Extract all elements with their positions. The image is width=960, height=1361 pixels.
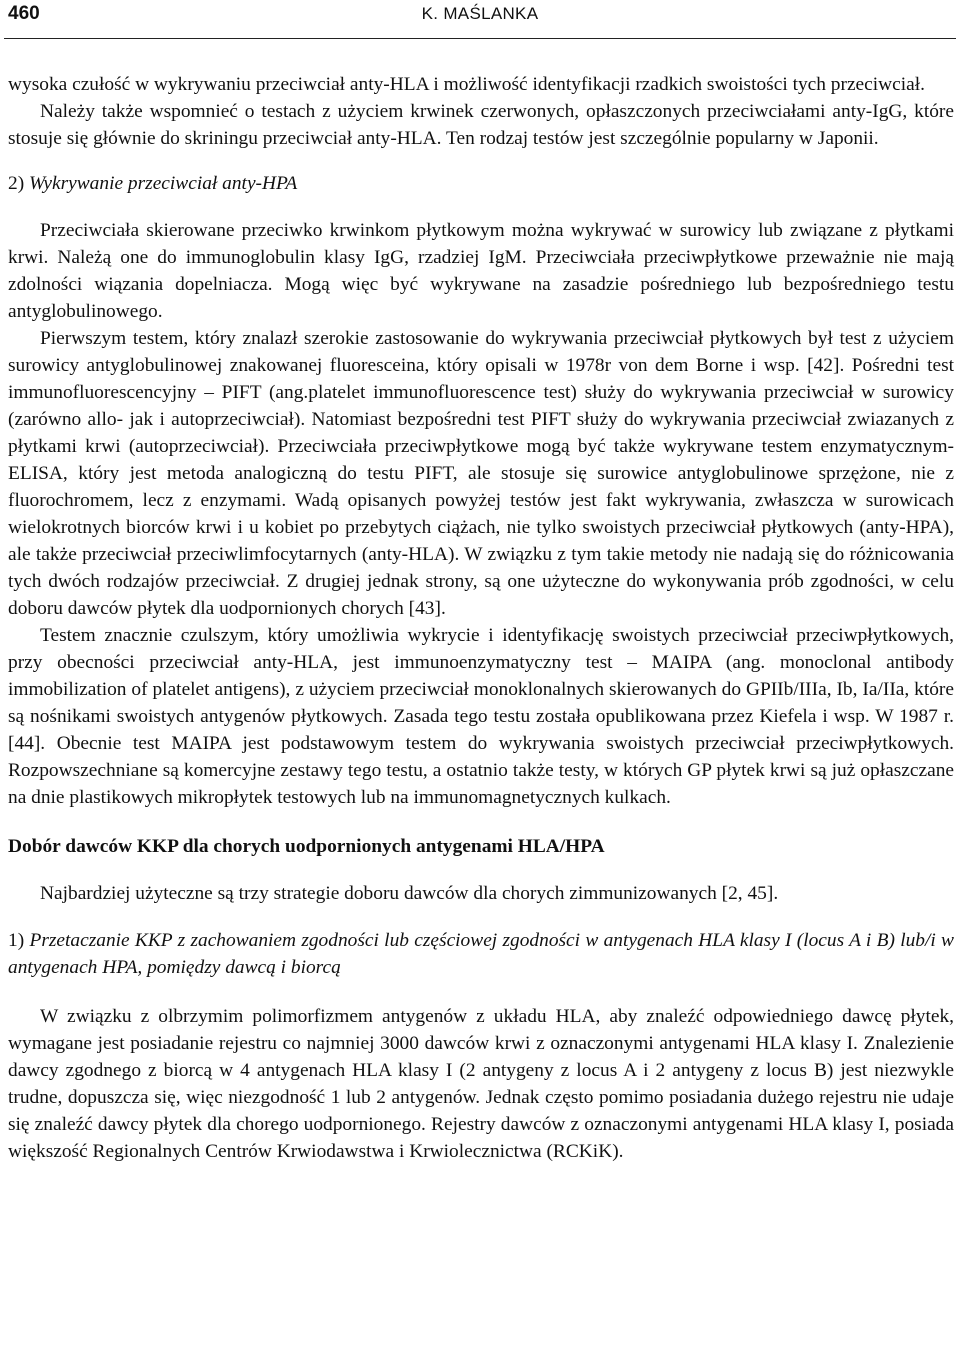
paragraph-hla-registry: W związku z olbrzymim polimorfizmem antygenów z układu HLA, aby znaleźć odpowiedniego dawcę płytek, wymagane jest posiadanie rejestru co najmniej 3000 dawców krwi z oznaczonymi antygenami HLA klasy I. Znalezienie dawcy zgodnego z biorcą w 4 antygenach HLA klasy I (2 antygeny z locus A i 2 antygeny z locus B) jest niezwykle trudne, dopuszcza się, więc niezgodność 1 lub 2 antygenów. Jednak często pomimo posiadania dużego rejestru nie udaje się znaleźć dawcy płytek dla chorego uodpornionego. Rejestry dawców z oznaczonymi antygenami HLA klasy I, posiada większość Regionalnych Centrów Krwiodawstwa i Krwiolecznictwa (RCKiK).	[8, 1006, 954, 1162]
paragraph-rbc-tests: Należy także wspomnieć o testach z użyciem krwinek czerwonych, opłaszczonych przeciwciałami anty-IgG, które stosuje się głównie do skriningu przeciwciał anty-HLA. Ten rodzaj testów jest szczególnie popularny w Japonii.	[8, 101, 954, 149]
list-item-text: Przetaczanie KKP z zachowaniem zgodności lub częściowej zgodności w antygenach HLA klasy I (locus A i B) lub/i w antygenach HPA, pomiędzy dawcą i biorcą	[8, 930, 954, 978]
header-divider	[4, 38, 956, 39]
subheading-number: 2)	[8, 173, 30, 194]
running-title: K. MAŚLANKA	[421, 4, 539, 23]
paragraph-maipa: Testem znacznie czulszym, który umożliwia wykrycie i identyfikację swoistych przeciwciał przeciwpłytkowych, przy obecności przeciwciał anty-HLA, jest immunoenzymatyczny test – MAIPA (ang. monoclonal antibody immobilization of platelet antigens), z użyciem przeciwciał monoklonalnych skierowanych do GPIIb/IIIa, Ib, Ia/IIa, które są nośnikami swoistych antygenów płytkowych. Zasada tego testu została opublikowana przez Kiefela i wsp. W 1987 r. [44]. Obecnie test MAIPA jest podstawowym testem do wykrywania swoistych przeciwciał przeciwpłytkowych. Rozpowszechniane są komercyjne zestawy tego testu, a ostatnio także testy, w których GP płytek krwi są już opłaszczane na dnie plastikowych mikropłytek testowych lub na immunomagnetycznych kulkach.	[8, 625, 954, 808]
running-header	[0, 0, 960, 31]
page-number: 460	[8, 3, 40, 24]
subheading-text: Wykrywanie przeciwciał anty-HPA	[29, 173, 298, 194]
subheading-hpa-detection	[8, 170, 954, 197]
section-heading: Dobór dawców KKP dla chorych uodpornionych antygenami HLA/HPA	[8, 836, 605, 857]
article-body	[8, 71, 954, 1165]
paragraph-hpa-antibodies: Przeciwciała skierowane przeciwko krwinkom płytkowym można wykrywać w surowicy lub związane z płytkami krwi. Należą one do immunoglobulin klasy IgG, rzadziej IgM. Przeciwciała przeciwpłytkowe przeważnie nie mają zdolności wiązania dopelniacza. Mogą więc być wykrywane na zasadzie pośredniego lub bezpośredniego testu antyglobulinowego.	[8, 220, 954, 322]
paragraph-pift: Pierwszym testem, który znalazł szerokie zastosowanie do wykrywania przeciwciał płytkowych był test z użyciem surowicy antyglobulinowej znakowanej fluoresceina, który opisali w 1978r von dem Borne i wsp. [42]. Pośredni test immunofluorescencyjny – PIFT (ang.platelet immunofluorescence test) służy do wykrywania przeciwciał w surowicy (zarówno allo- jak i autoprzeciwciał). Natomiast bezpośredni test PIFT służy do wykrywania przeciwciał zwiazanych z płytkami krwi (autoprzeciwciał). Przeciwciała przeciwpłytkowe mogą być także wykrywane testem enzymatycznym-ELISA, który jest metoda analogiczną do testu PIFT, ale stosuje się surowice antyglobulinowe sprzężone, nie z fluorochromem, lecz z enzymami. Wadą opisanych powyżej testów jest fakt wykrywania, zwłaszcza w surowicach wielokrotnych biorców krwi i u kobiet po przebytych ciążach, nie tylko swoistych przeciwciał płytkowych (anty-HPA), ale także przeciwciał przeciwlimfocytarnych (anty-HLA). W związku z tym takie metody nie nadają się do różnicowania tych dwóch rodzajów przeciwciał. Z drugiej jednak strony, są one użyteczne do wykonywania prób zgodności, w celu doboru dawców płytek dla uodpornionych chorych [43].	[8, 328, 954, 619]
list-item-number: 1)	[8, 930, 30, 951]
list-item-strategy-1	[8, 927, 954, 981]
paragraph-strategies: Najbardziej użyteczne są trzy strategie doboru dawców dla chorych zimmunizowanych [2, 45].	[40, 883, 779, 904]
paragraph-continuation: wysoka czułość w wykrywaniu przeciwciał anty-HLA i możliwość identyfikacji rzadkich swoistości tych przeciwciał.	[8, 74, 925, 95]
